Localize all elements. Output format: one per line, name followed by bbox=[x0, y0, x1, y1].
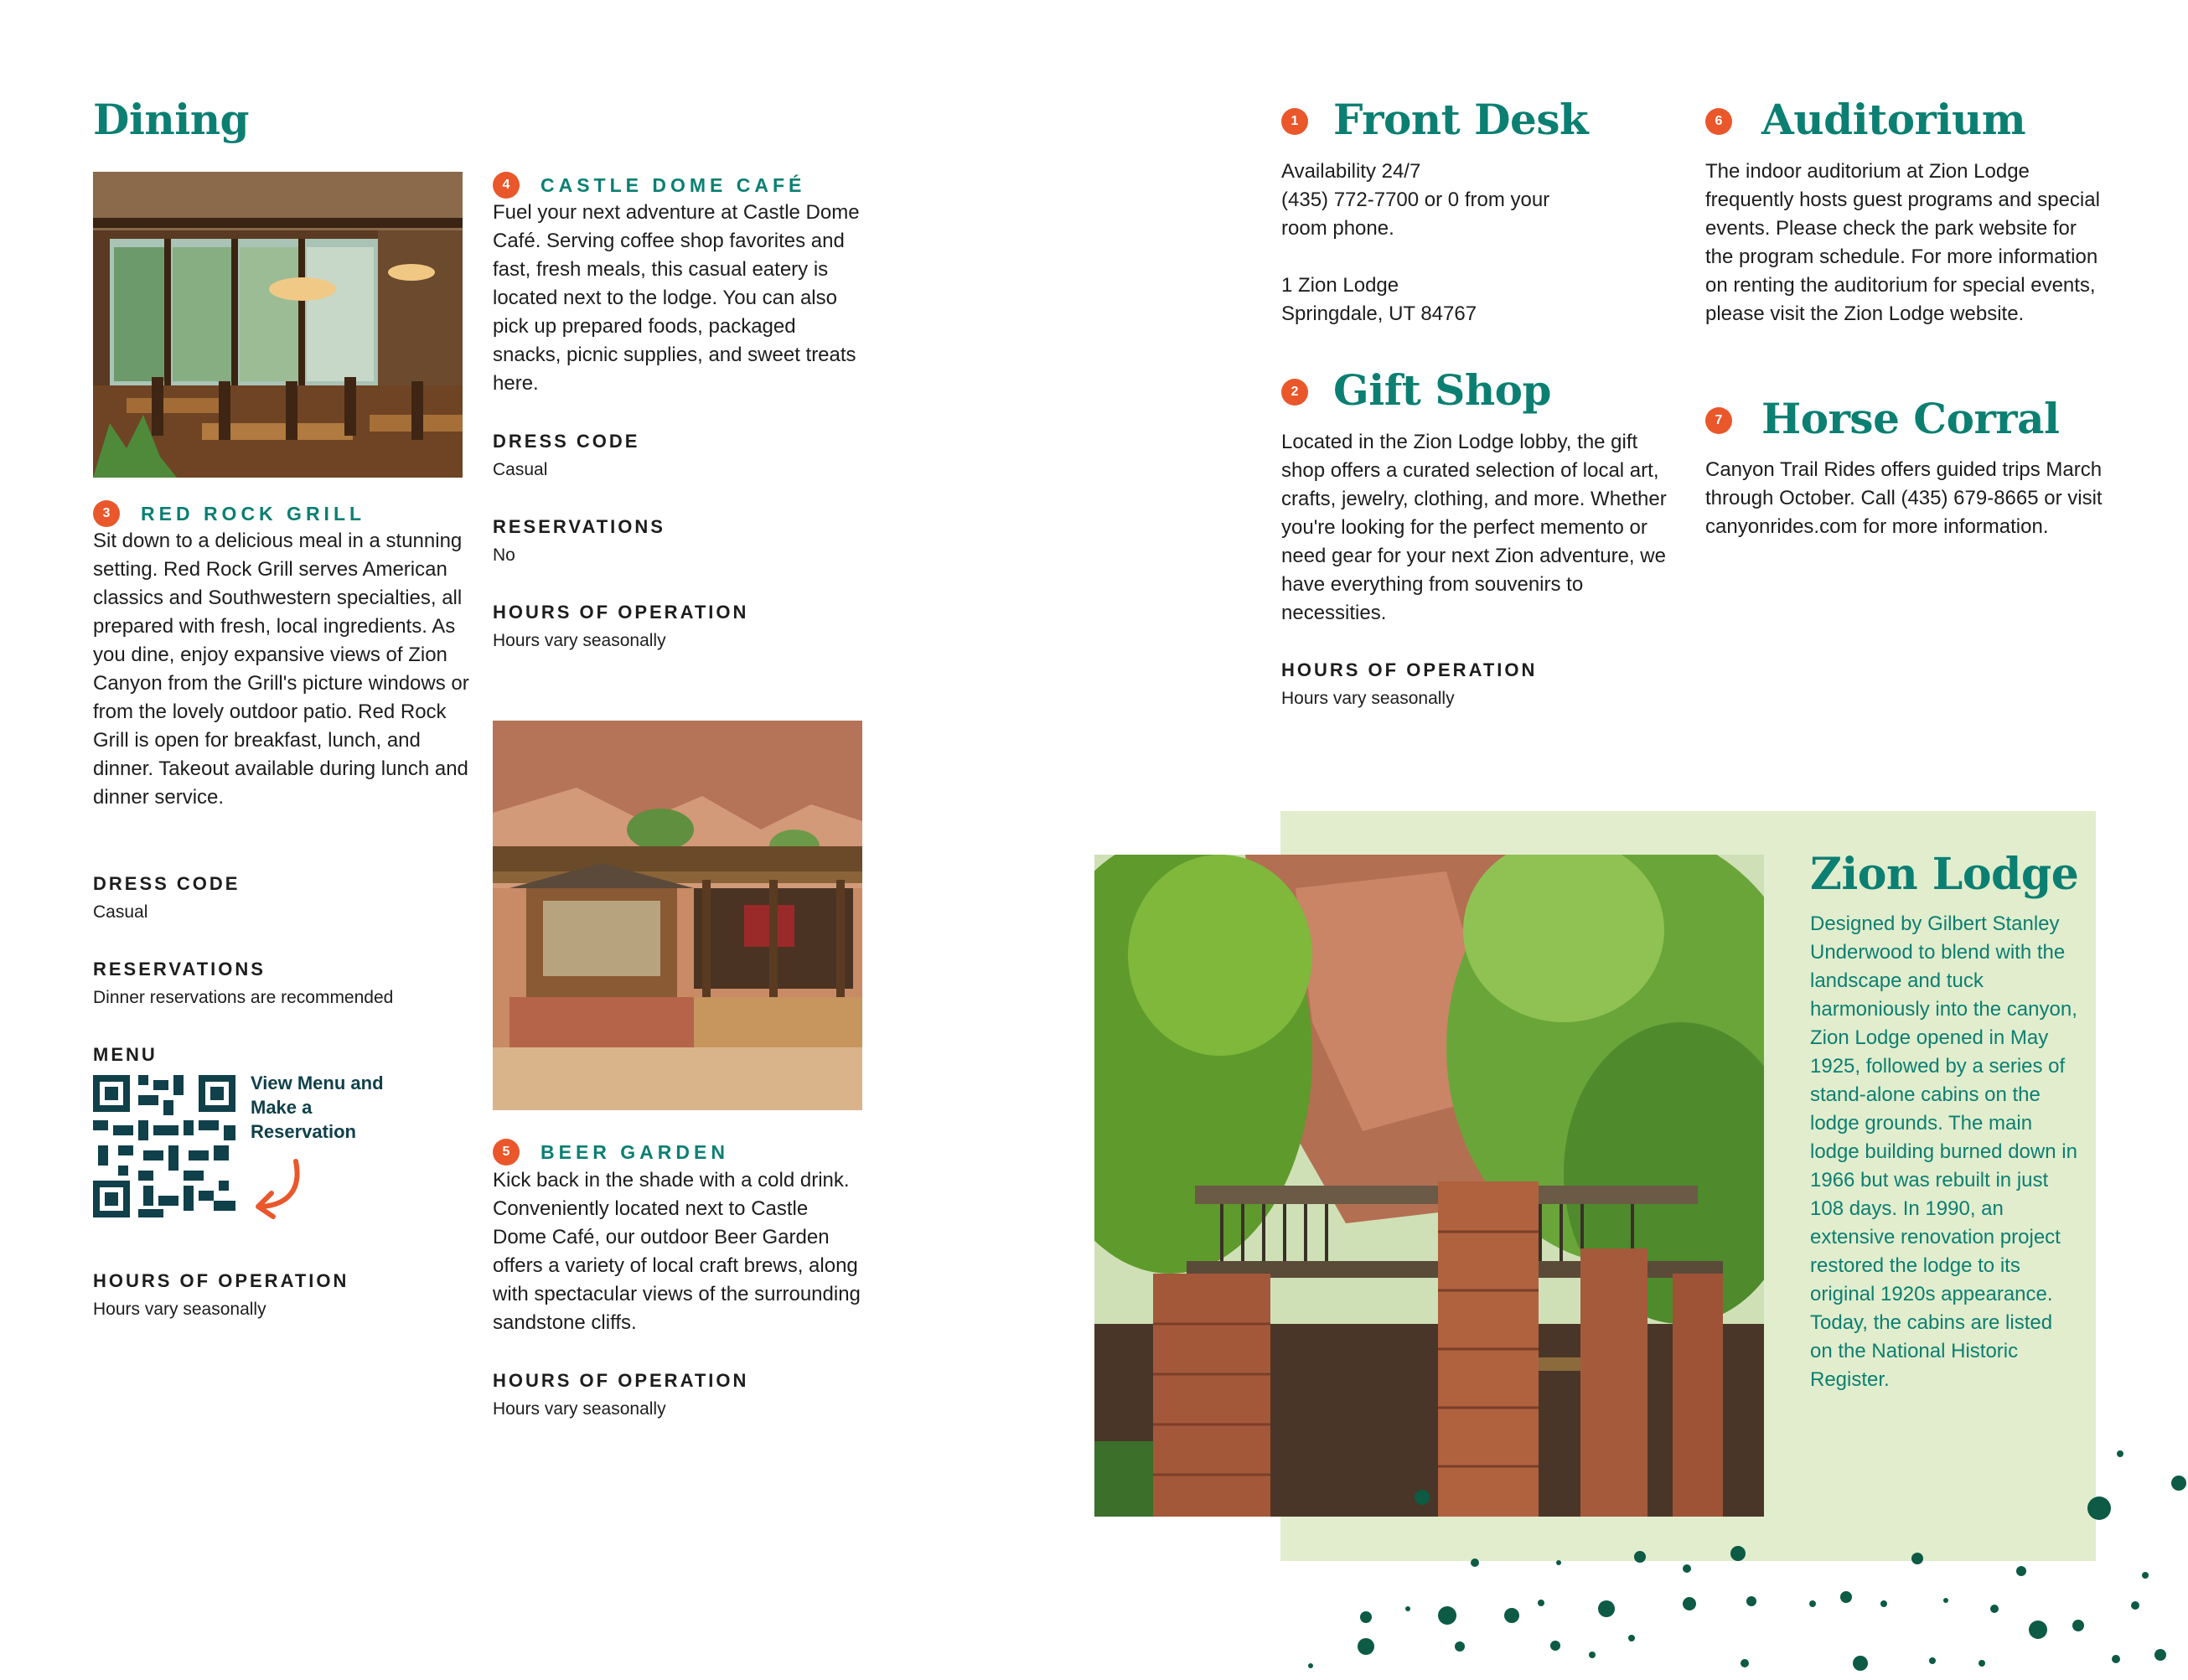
front-desk-info bbox=[1281, 158, 1684, 328]
zion-lodge-description: Designed by Gilbert Stanley Underwood to blend with the landscape and tuck harmoniously into the canyon, Zion Lodge opened in May 1925, followed by a series of stand-alone cabins on the lodge grounds. The main lodge building burned down in 1966 but was rebuilt in just 108 days. In 1990, an extensive renovation project restored the lodge to its original 1920s appearance. Today, the cabins are listed on the National Historic Register. bbox=[1810, 912, 2077, 1391]
gift-shop-description: Located in the Zion Lodge lobby, the gift shop offers a curated selection of local art, crafts, jewelry, clothing, and more. Whether you're looking for the perfect memento or need gear for your next Zion adventure, we have everything from souvenirs to necessities. bbox=[1281, 431, 1667, 624]
front-desk-address-line2: Springdale, UT 84767 bbox=[1281, 302, 1477, 325]
front-desk-address-line1: 1 Zion Lodge bbox=[1281, 274, 1399, 297]
auditorium-title: Auditorium bbox=[1761, 95, 2026, 144]
red-rock-dress-code-label: DRESS CODE bbox=[93, 873, 241, 894]
decorative-dots bbox=[1257, 1441, 2188, 1676]
red-rock-hours-label: HOURS OF OPERATION bbox=[93, 1270, 349, 1291]
badge-4: 4 bbox=[493, 172, 520, 199]
castle-dome-dress-code-label: DRESS CODE bbox=[493, 431, 640, 452]
badge-3: 3 bbox=[93, 500, 120, 527]
red-rock-dress-code: Casual bbox=[93, 902, 148, 922]
front-desk-phone: (435) 772-7700 or 0 from your bbox=[1281, 189, 1550, 211]
red-rock-grill-title: RED ROCK GRILL bbox=[141, 503, 366, 525]
castle-dome-cafe-title: CASTLE DOME CAFÉ bbox=[541, 174, 806, 196]
castle-dome-reservations: No bbox=[493, 545, 515, 565]
zion-lodge-title: Zion Lodge bbox=[1810, 849, 2079, 900]
curved-arrow-icon bbox=[250, 1156, 308, 1228]
menu-qr-code[interactable] bbox=[93, 1075, 235, 1217]
castle-dome-hours: Hours vary seasonally bbox=[493, 631, 666, 650]
front-desk-title: Front Desk bbox=[1333, 95, 1589, 144]
badge-6: 6 bbox=[1705, 108, 1732, 135]
beer-garden-hours-label: HOURS OF OPERATION bbox=[493, 1370, 749, 1391]
gift-shop-hours: Hours vary seasonally bbox=[1281, 689, 1455, 708]
castle-dome-cafe-description: Fuel your next adventure at Castle Dome Café. Serving coffee shop favorites and fast, fresh meals, this casual eatery is located next to the lodge. You can also pick up prepared foods, packaged snacks, picnic supplies, and sweet treats here. bbox=[493, 201, 860, 395]
red-rock-grill-description: Sit down to a delicious meal in a stunning setting. Red Rock Grill serves American classics and Southwestern specialties, all prepared with fresh, local ingredients. As you dine, enjoy expansive views of Zion Canyon from the Grill's picture windows or from the lovely outdoor patio. Red Rock Grill is open for breakfast, lunch, and dinner. Takeout available during lunch and dinner service. bbox=[93, 530, 469, 809]
front-desk-room-phone: room phone. bbox=[1281, 217, 1394, 240]
gift-shop-title: Gift Shop bbox=[1333, 365, 1551, 415]
badge-1: 1 bbox=[1281, 108, 1308, 135]
auditorium-description: The indoor auditorium at Zion Lodge frequently hosts guest programs and special events. Please check the park website for the program schedule. For more information on renting the auditorium for special events, please visit the Zion Lodge website. bbox=[1705, 160, 2100, 325]
qr-caption[interactable]: View Menu and Make a Reservation bbox=[251, 1073, 384, 1142]
castle-dome-reservations-label: RESERVATIONS bbox=[493, 516, 665, 537]
badge-2: 2 bbox=[1281, 379, 1308, 406]
beer-garden-title: BEER GARDEN bbox=[541, 1141, 729, 1163]
red-rock-hours: Hours vary seasonally bbox=[93, 1300, 266, 1319]
zion-lodge-photo bbox=[1094, 855, 1764, 1517]
red-rock-reservations-label: RESERVATIONS bbox=[93, 959, 266, 980]
badge-5: 5 bbox=[493, 1139, 520, 1166]
badge-7: 7 bbox=[1705, 407, 1732, 434]
front-desk-availability: Availability 24/7 bbox=[1281, 160, 1421, 183]
dining-title: Dining bbox=[93, 95, 250, 144]
beer-garden-photo bbox=[493, 721, 862, 1110]
red-rock-reservations: Dinner reservations are recommended bbox=[93, 988, 394, 1007]
gift-shop-hours-label: HOURS OF OPERATION bbox=[1281, 659, 1538, 680]
horse-corral-title: Horse Corral bbox=[1761, 394, 2060, 443]
red-rock-grill-photo bbox=[93, 172, 463, 478]
beer-garden-description: Kick back in the shade with a cold drink. Conveniently located next to Castle Dome Café, our outdoor Beer Garden offers a variety of local craft brews, along with spectacular views of the surrounding sandstone cliffs. bbox=[493, 1169, 861, 1334]
menu-label: MENU bbox=[93, 1044, 158, 1065]
castle-dome-dress-code: Casual bbox=[493, 460, 548, 479]
beer-garden-hours: Hours vary seasonally bbox=[493, 1399, 666, 1419]
horse-corral-description: Canyon Trail Rides offers guided trips March through October. Call (435) 679-8665 or visit canyonrides.com for more information. bbox=[1705, 458, 2103, 538]
castle-dome-hours-label: HOURS OF OPERATION bbox=[493, 602, 749, 623]
